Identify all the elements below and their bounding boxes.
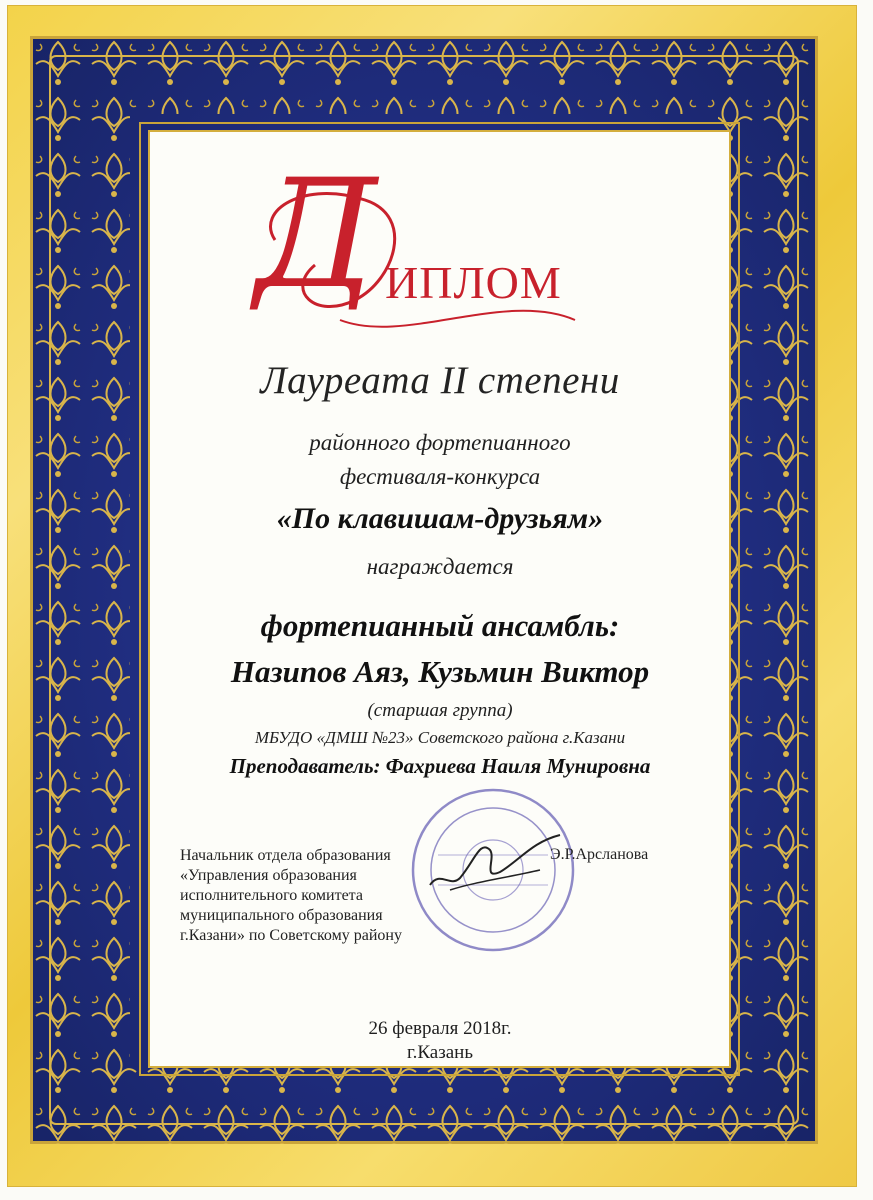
signatory-line: муниципального образования xyxy=(180,907,383,924)
subtitle-line-2: фестиваля-конкурса xyxy=(339,464,541,489)
signatory-name: Э.Р.Арсланова xyxy=(550,846,649,863)
contest-name: «По клавишам-друзьям» xyxy=(276,502,604,535)
diploma-content xyxy=(150,130,730,1066)
issue-city: г.Казань xyxy=(406,1042,474,1063)
recipient-names: Назипов Аяз, Кузьмин Виктор xyxy=(230,654,650,689)
school-name: МБУДО «ДМШ №23» Советского района г.Казани xyxy=(254,728,626,747)
signatory-line: «Управления образования xyxy=(180,867,357,884)
awarded-text: награждается xyxy=(366,554,514,579)
laureate-degree: Лауреата II степени xyxy=(260,359,620,402)
subtitle-line-1: районного фортепианного xyxy=(309,430,571,455)
group-label: (старшая группа) xyxy=(367,700,513,721)
signature xyxy=(420,830,570,900)
signatory-line: г.Казани» по Советскому району xyxy=(180,927,402,944)
title-text: ИПЛОМ xyxy=(385,257,562,308)
title-initial: Д xyxy=(255,148,377,322)
signatory-line: исполнительного комитета xyxy=(180,887,363,904)
signatory-line: Начальник отдела образования xyxy=(180,847,391,864)
diploma-title xyxy=(245,148,645,330)
teacher-name: Преподаватель: Фахриева Наиля Мунировна xyxy=(229,754,651,778)
ensemble-label: фортепианный ансамбль: xyxy=(260,608,620,643)
signatory-title xyxy=(180,846,440,946)
issue-date: 26 февраля 2018г. xyxy=(368,1018,512,1039)
